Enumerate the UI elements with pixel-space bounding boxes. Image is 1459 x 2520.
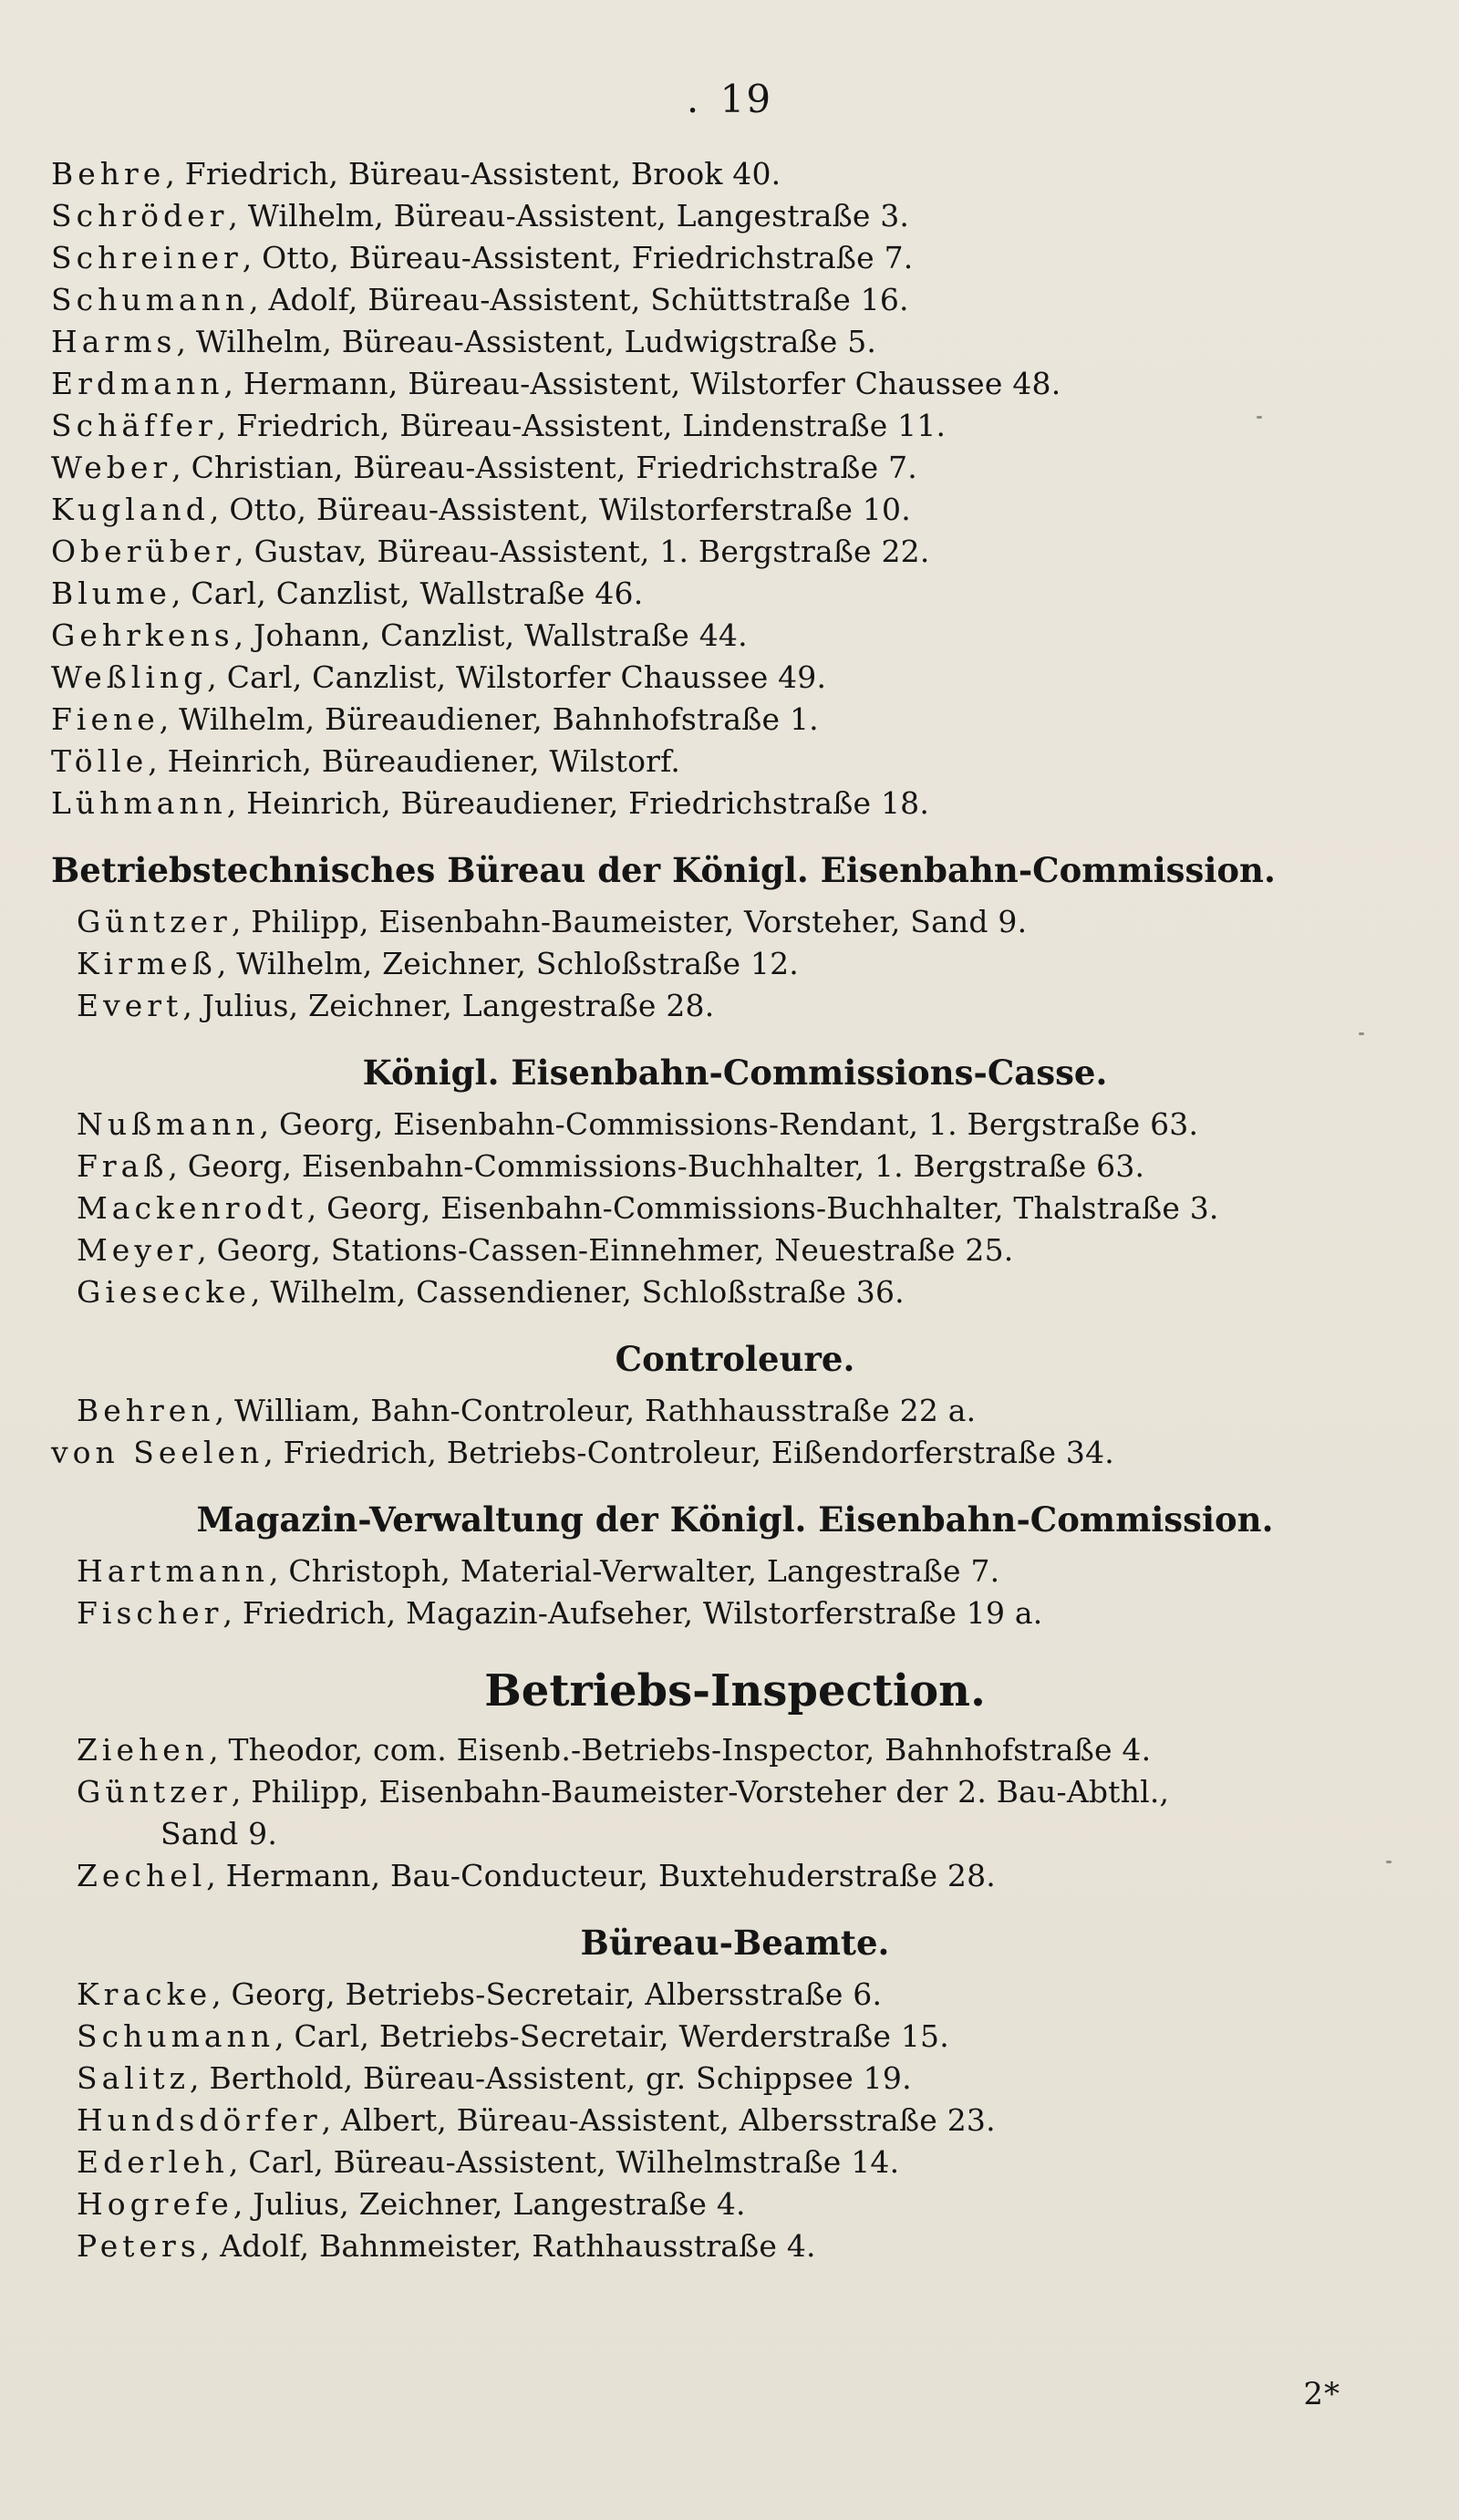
entry-surname: Oberüber bbox=[51, 534, 235, 569]
entry-details: Philipp, Eisenbahn-Baumeister-Vorsteher der 2. Bau-Abthl., bbox=[251, 1774, 1170, 1810]
entry-details: Wilhelm, Büreau-Assistent, Ludwigstraße 5. bbox=[195, 324, 877, 359]
section-bureau-assistants bbox=[51, 153, 1419, 824]
directory-entry: Schröder, Wilhelm, Büreau-Assistent, Langestraße 3. bbox=[51, 198, 910, 233]
directory-entry: Hartmann, Christoph, Material-Verwalter, Langestraße 7. bbox=[77, 1553, 1000, 1589]
entry-continuation: Sand 9. bbox=[160, 1816, 278, 1851]
directory-entry: Mackenrodt, Georg, Eisenbahn-Commissions-Buchhalter, Thalstraße 3. bbox=[77, 1190, 1219, 1226]
directory-entry: Tölle, Heinrich, Büreaudiener, Wilstorf. bbox=[51, 743, 681, 779]
entry-surname: Hartmann bbox=[77, 1553, 269, 1589]
entry-details: Otto, Büreau-Assistent, Friedrichstraße 7. bbox=[262, 240, 914, 275]
entry-surname: Ziehen bbox=[77, 1732, 210, 1768]
section-betriebstechnisches-bureau bbox=[51, 846, 1419, 1027]
entry-details: Wilhelm, Cassendiener, Schloßstraße 36. bbox=[270, 1274, 905, 1310]
directory-entry: Zechel, Hermann, Bau-Conducteur, Buxtehuderstraße 28. bbox=[77, 1858, 996, 1893]
entry-details: Gustav, Büreau-Assistent, 1. Bergstraße 22. bbox=[254, 534, 930, 569]
entry-details: Friedrich, Büreau-Assistent, Brook 40. bbox=[184, 156, 781, 192]
entry-details: Heinrich, Büreaudiener, Wilstorf. bbox=[167, 743, 681, 779]
entry-surname: Mackenrodt bbox=[77, 1190, 307, 1226]
entry-details: Otto, Büreau-Assistent, Wilstorferstraße 10. bbox=[229, 492, 911, 527]
entry-surname: Giesecke bbox=[77, 1274, 251, 1310]
directory-entry: Harms, Wilhelm, Büreau-Assistent, Ludwigstraße 5. bbox=[51, 324, 877, 359]
entry-details: Wilhelm, Büreau-Assistent, Langestraße 3. bbox=[247, 198, 910, 233]
directory-entry: Schumann, Carl, Betriebs-Secretair, Werderstraße 15. bbox=[77, 2018, 949, 2054]
entry-details: Georg, Eisenbahn-Commissions-Rendant, 1. Bergstraße 63. bbox=[279, 1106, 1199, 1142]
directory-entry: Peters, Adolf, Bahnmeister, Rathhausstraße 4. bbox=[77, 2228, 816, 2264]
entry-surname: Schäffer bbox=[51, 408, 217, 443]
paper-speck bbox=[1257, 416, 1262, 419]
entry-details: Carl, Betriebs-Secretair, Werderstraße 15. bbox=[294, 2018, 949, 2054]
section-bureau-beamte bbox=[51, 1919, 1419, 2267]
entry-surname: Kugland bbox=[51, 492, 210, 527]
directory-entry: Nußmann, Georg, Eisenbahn-Commissions-Rendant, 1. Bergstraße 63. bbox=[77, 1106, 1199, 1142]
entry-details: Julius, Zeichner, Langestraße 28. bbox=[202, 988, 715, 1023]
entry-details: Hermann, Büreau-Assistent, Wilstorfer Chaussee 48. bbox=[243, 366, 1061, 401]
entry-details: Philipp, Eisenbahn-Baumeister, Vorsteher, Sand 9. bbox=[251, 904, 1028, 939]
directory-entry: Kugland, Otto, Büreau-Assistent, Wilstorferstraße 10. bbox=[51, 492, 911, 527]
section-heading: Magazin-Verwaltung der Königl. Eisenbahn-Commission. bbox=[196, 1499, 1274, 1540]
directory-entry: Weber, Christian, Büreau-Assistent, Friedrichstraße 7. bbox=[51, 450, 917, 485]
entry-details: Julius, Zeichner, Langestraße 4. bbox=[253, 2186, 746, 2222]
entry-surname: Tölle bbox=[51, 743, 149, 779]
section-heading: Büreau-Beamte. bbox=[580, 1923, 890, 1963]
entry-surname: Erdmann bbox=[51, 366, 224, 401]
directory-entry: Fiene, Wilhelm, Büreaudiener, Bahnhofstraße 1. bbox=[51, 701, 819, 737]
entry-surname: Fiene bbox=[51, 701, 160, 737]
section-heading: Betriebs-Inspection. bbox=[484, 1665, 986, 1716]
paper-speck bbox=[1359, 1032, 1364, 1035]
directory-entry: Ziehen, Theodor, com. Eisenb.-Betriebs-Inspector, Bahnhofstraße 4. bbox=[77, 1732, 1152, 1768]
directory-entry: Schreiner, Otto, Büreau-Assistent, Friedrichstraße 7. bbox=[51, 240, 914, 275]
entry-details: Georg, Eisenbahn-Commissions-Buchhalter, 1. Bergstraße 63. bbox=[187, 1148, 1145, 1184]
directory-entry: Fischer, Friedrich, Magazin-Aufseher, Wilstorferstraße 19 a. bbox=[77, 1595, 1043, 1631]
entry-surname: Schumann bbox=[51, 282, 250, 317]
section-heading: Königl. Eisenbahn-Commissions-Casse. bbox=[362, 1053, 1108, 1093]
page-number-value: 19 bbox=[719, 77, 773, 121]
entry-surname: Weßling bbox=[51, 659, 208, 695]
entry-surname: Lühmann bbox=[51, 785, 227, 821]
directory-entry: Gehrkens, Johann, Canzlist, Wallstraße 44. bbox=[51, 617, 748, 653]
entry-surname: Hundsdörfer bbox=[77, 2102, 322, 2138]
section-heading: Betriebstechnisches Büreau der Königl. Eisenbahn-Commission. bbox=[51, 850, 1276, 890]
section-controleure bbox=[51, 1335, 1419, 1474]
entry-details: Carl, Büreau-Assistent, Wilhelmstraße 14. bbox=[248, 2144, 900, 2180]
entry-details: Theodor, com. Eisenb.-Betriebs-Inspector, Bahnhofstraße 4. bbox=[228, 1732, 1152, 1768]
entry-details: Wilhelm, Büreaudiener, Bahnhofstraße 1. bbox=[179, 701, 819, 737]
entry-surname: Salitz bbox=[77, 2060, 191, 2096]
directory-entry: Güntzer, Philipp, Eisenbahn-Baumeister, Vorsteher, Sand 9. bbox=[77, 904, 1028, 939]
directory-entry: Lühmann, Heinrich, Büreaudiener, Friedrichstraße 18. bbox=[51, 785, 930, 821]
entry-details: Berthold, Büreau-Assistent, gr. Schippsee 19. bbox=[209, 2060, 912, 2096]
entry-surname: Schröder bbox=[51, 198, 229, 233]
entry-surname: Güntzer bbox=[77, 904, 232, 939]
entry-details: Friedrich, Magazin-Aufseher, Wilstorferstraße 19 a. bbox=[242, 1595, 1043, 1631]
entry-surname: Harms bbox=[51, 324, 177, 359]
directory-entry: Giesecke, Wilhelm, Cassendiener, Schloßstraße 36. bbox=[77, 1274, 905, 1310]
directory-entry: von Seelen, Friedrich, Betriebs-Controleur, Eißendorferstraße 34. bbox=[51, 1435, 1114, 1470]
entry-surname: Kirmeß bbox=[77, 946, 217, 981]
directory-entry: Behren, William, Bahn-Controleur, Rathhausstraße 22 a. bbox=[77, 1393, 977, 1428]
directory-content bbox=[51, 153, 1419, 2267]
directory-entry: Behre, Friedrich, Büreau-Assistent, Brook 40. bbox=[51, 156, 781, 192]
directory-entry: Fraß, Georg, Eisenbahn-Commissions-Buchhalter, 1. Bergstraße 63. bbox=[77, 1148, 1145, 1184]
entry-surname: Fraß bbox=[77, 1148, 169, 1184]
entry-details: Friedrich, Büreau-Assistent, Lindenstraße 11. bbox=[236, 408, 947, 443]
entry-details: Christian, Büreau-Assistent, Friedrichstraße 7. bbox=[191, 450, 917, 485]
directory-entry: Evert, Julius, Zeichner, Langestraße 28. bbox=[77, 988, 715, 1023]
directory-entry: Ederleh, Carl, Büreau-Assistent, Wilhelmstraße 14. bbox=[77, 2144, 900, 2180]
entry-surname: Nußmann bbox=[77, 1106, 260, 1142]
directory-entry: Kracke, Georg, Betriebs-Secretair, Albersstraße 6. bbox=[77, 1976, 883, 2012]
entry-surname: Peters bbox=[77, 2228, 201, 2264]
directory-entry: Oberüber, Gustav, Büreau-Assistent, 1. Bergstraße 22. bbox=[51, 534, 930, 569]
directory-entry: Meyer, Georg, Stations-Cassen-Einnehmer, Neuestraße 25. bbox=[77, 1232, 1014, 1268]
entry-surname: Behre bbox=[51, 156, 166, 192]
paper-speck bbox=[1386, 1861, 1392, 1863]
entry-surname: Blume bbox=[51, 576, 171, 611]
entry-details: Albert, Büreau-Assistent, Albersstraße 23. bbox=[341, 2102, 996, 2138]
directory-entry: Salitz, Berthold, Büreau-Assistent, gr. Schippsee 19. bbox=[77, 2060, 912, 2096]
entry-details: Johann, Canzlist, Wallstraße 44. bbox=[254, 617, 748, 653]
entry-details: William, Bahn-Controleur, Rathhausstraße 22 a. bbox=[233, 1393, 977, 1428]
page-number-dot: . bbox=[686, 77, 701, 121]
directory-entry: Güntzer, Philipp, Eisenbahn-Baumeister-Vorsteher der 2. Bau-Abthl., bbox=[77, 1774, 1170, 1810]
entry-surname: Behren bbox=[77, 1393, 215, 1428]
entry-surname: Hogrefe bbox=[77, 2186, 233, 2222]
entry-details: Hermann, Bau-Conducteur, Buxtehuderstraße 28. bbox=[225, 1858, 996, 1893]
directory-entry: Blume, Carl, Canzlist, Wallstraße 46. bbox=[51, 576, 644, 611]
page-number bbox=[0, 77, 1459, 121]
directory-entry: Kirmeß, Wilhelm, Zeichner, Schloßstraße 12. bbox=[77, 946, 799, 981]
entry-surname: Fischer bbox=[77, 1595, 223, 1631]
entry-surname: Schreiner bbox=[51, 240, 243, 275]
directory-entry: Weßling, Carl, Canzlist, Wilstorfer Chaussee 49. bbox=[51, 659, 827, 695]
entry-surname: Meyer bbox=[77, 1232, 198, 1268]
entry-details: Friedrich, Betriebs-Controleur, Eißendorferstraße 34. bbox=[283, 1435, 1114, 1470]
entry-details: Heinrich, Büreaudiener, Friedrichstraße 18. bbox=[246, 785, 930, 821]
entry-surname: Schumann bbox=[77, 2018, 275, 2054]
section-commissions-casse bbox=[51, 1049, 1419, 1313]
entry-surname: Gehrkens bbox=[51, 617, 234, 653]
section-heading: Controleure. bbox=[615, 1339, 855, 1379]
entry-surname: Evert bbox=[77, 988, 183, 1023]
section-betriebs-inspection bbox=[51, 1662, 1419, 1897]
entry-details: Georg, Stations-Cassen-Einnehmer, Neuestraße 25. bbox=[216, 1232, 1014, 1268]
entry-surname: Güntzer bbox=[77, 1774, 232, 1810]
entry-details: Georg, Eisenbahn-Commissions-Buchhalter, Thalstraße 3. bbox=[326, 1190, 1219, 1226]
entry-surname: von Seelen bbox=[51, 1435, 264, 1470]
entry-details: Wilhelm, Zeichner, Schloßstraße 12. bbox=[236, 946, 799, 981]
entry-surname: Kracke bbox=[77, 1976, 212, 2012]
entry-surname: Ederleh bbox=[77, 2144, 229, 2180]
directory-entry: Erdmann, Hermann, Büreau-Assistent, Wilstorfer Chaussee 48. bbox=[51, 366, 1061, 401]
directory-entry: Hogrefe, Julius, Zeichner, Langestraße 4. bbox=[77, 2186, 746, 2222]
entry-details: Georg, Betriebs-Secretair, Albersstraße 6. bbox=[231, 1976, 883, 2012]
entry-details: Adolf, Büreau-Assistent, Schüttstraße 16. bbox=[268, 282, 909, 317]
entry-details: Carl, Canzlist, Wilstorfer Chaussee 49. bbox=[226, 659, 827, 695]
signature-mark: 2* bbox=[1303, 2376, 1340, 2412]
entry-details: Carl, Canzlist, Wallstraße 46. bbox=[191, 576, 644, 611]
directory-entry: Hundsdörfer, Albert, Büreau-Assistent, Albersstraße 23. bbox=[77, 2102, 996, 2138]
directory-entry: Schumann, Adolf, Büreau-Assistent, Schüttstraße 16. bbox=[51, 282, 909, 317]
entry-surname: Weber bbox=[51, 450, 172, 485]
entry-surname: Zechel bbox=[77, 1858, 207, 1893]
entry-details: Christoph, Material-Verwalter, Langestraße 7. bbox=[288, 1553, 1000, 1589]
directory-entry: Schäffer, Friedrich, Büreau-Assistent, Lindenstraße 11. bbox=[51, 408, 947, 443]
entry-details: Adolf, Bahnmeister, Rathhausstraße 4. bbox=[220, 2228, 816, 2264]
section-magazin-verwaltung bbox=[51, 1496, 1419, 1634]
